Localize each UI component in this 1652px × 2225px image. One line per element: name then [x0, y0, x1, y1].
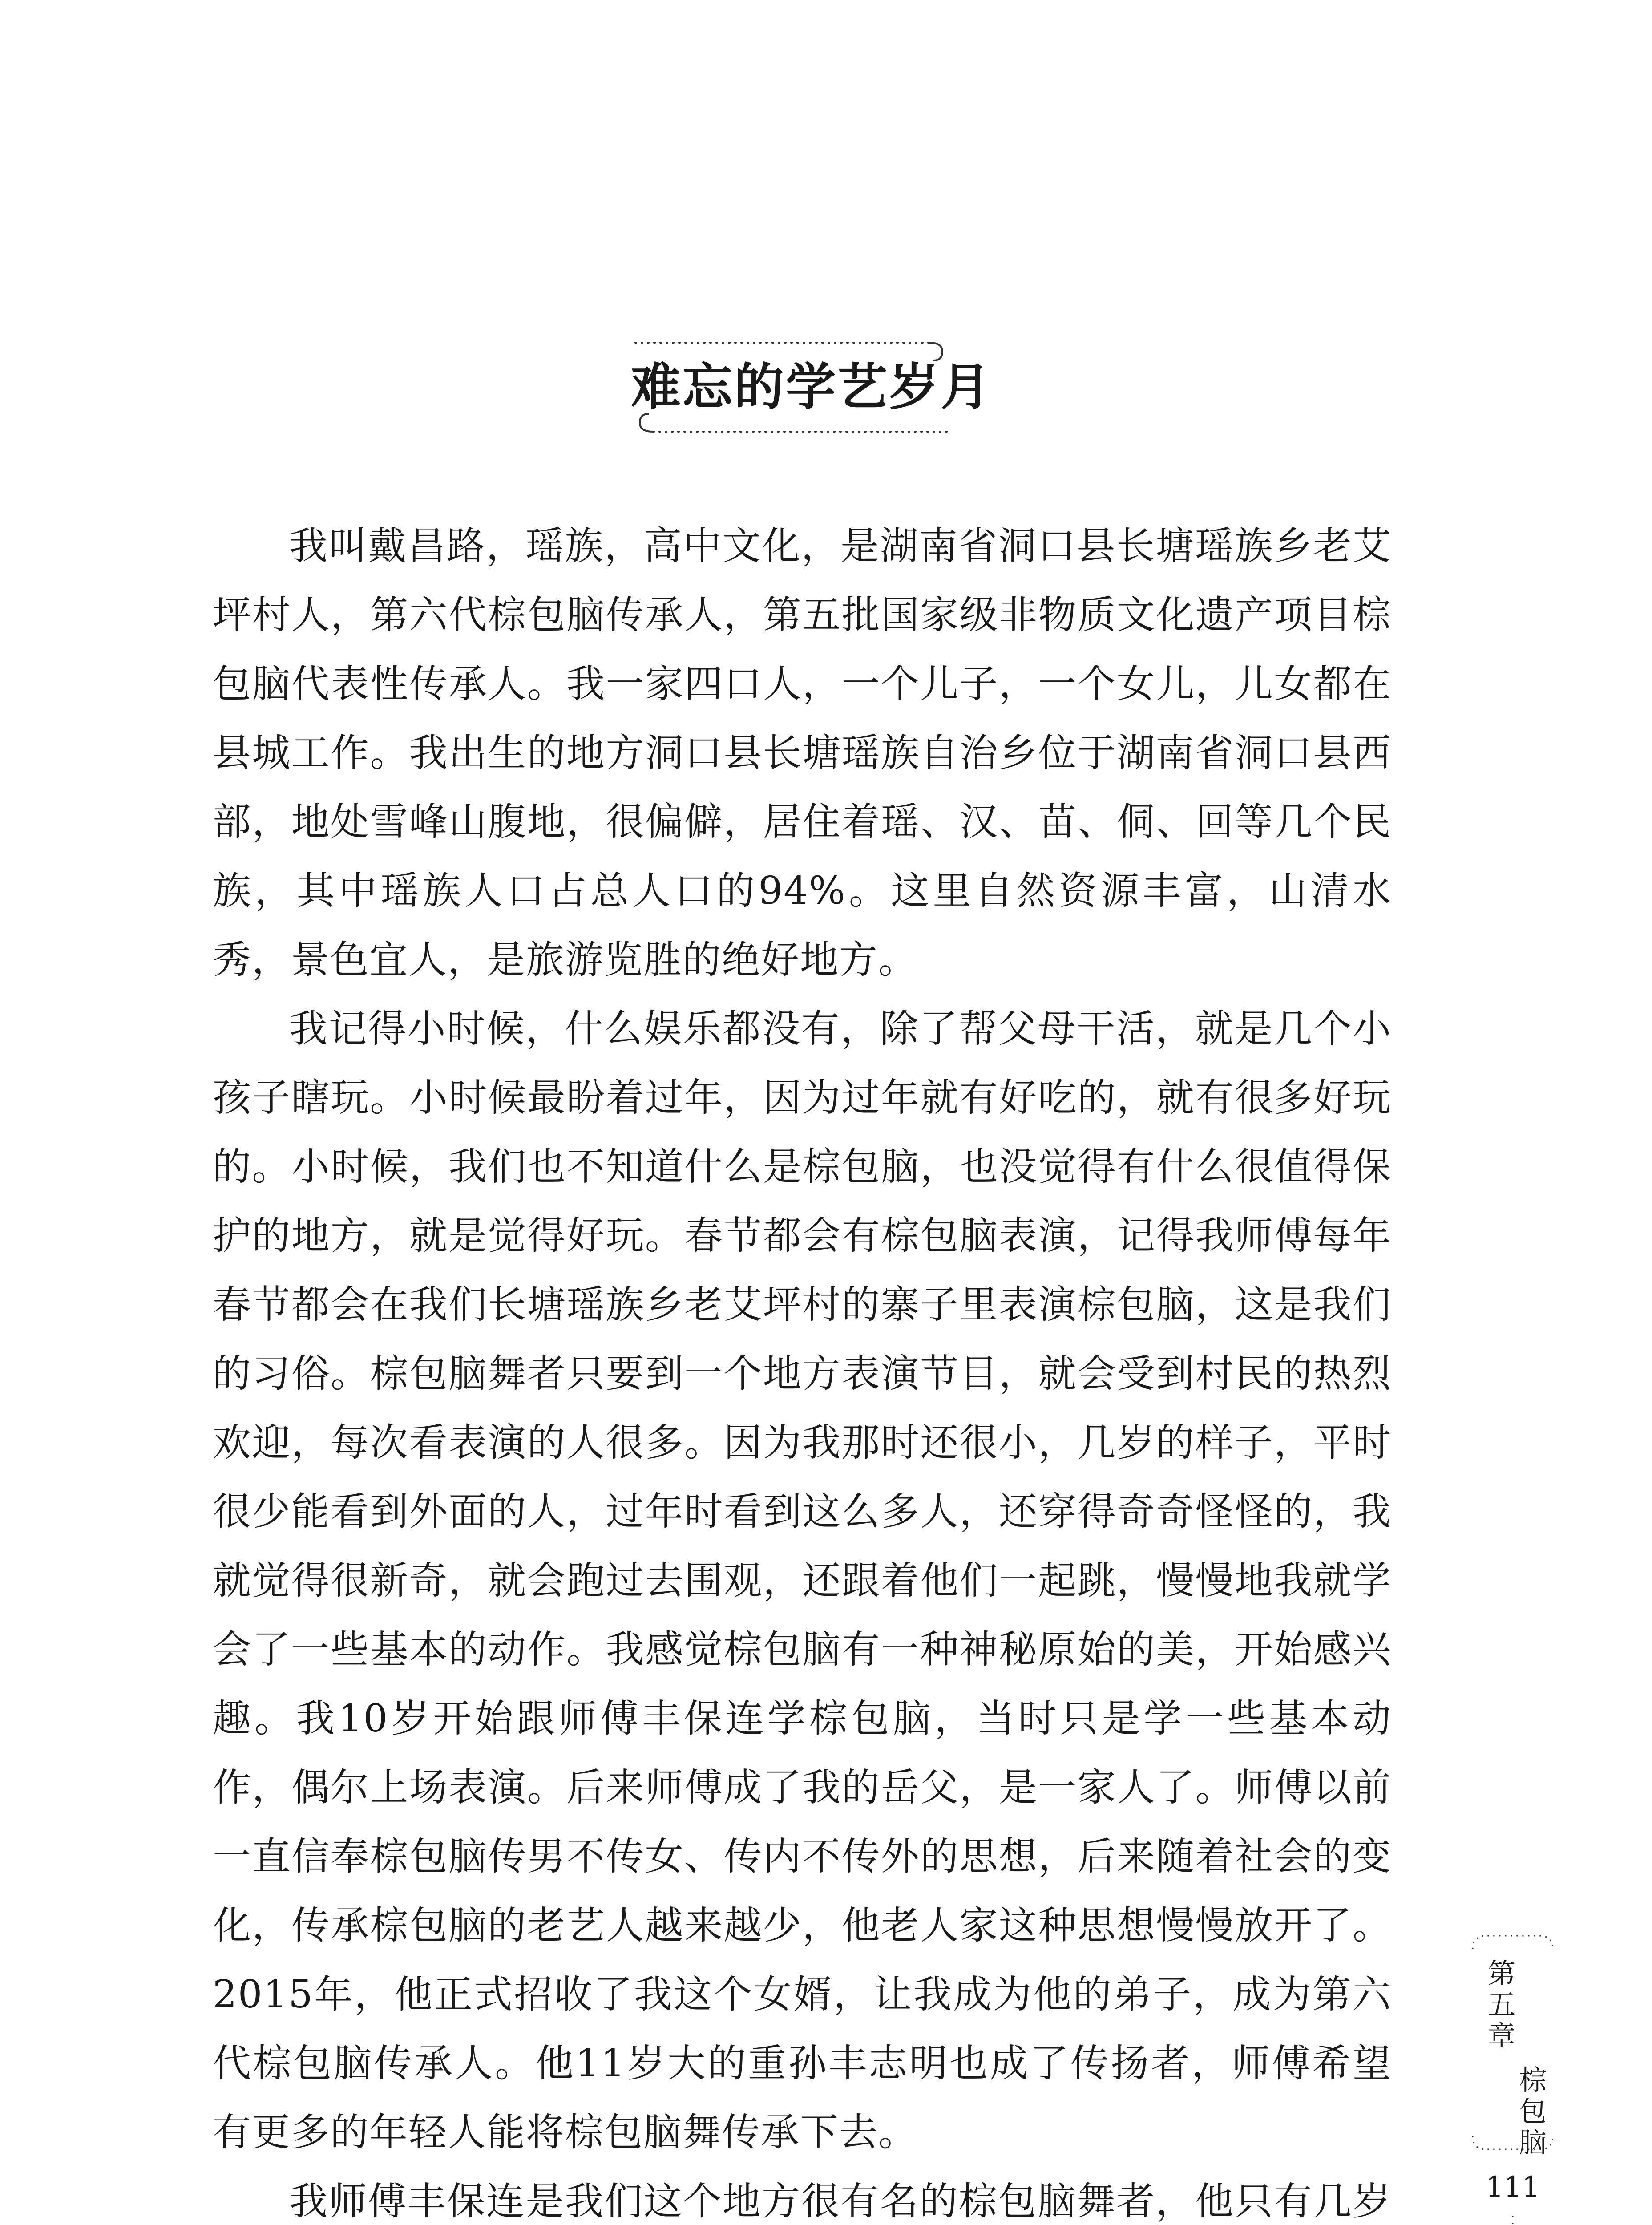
page-title: 难忘的学艺岁月: [631, 358, 992, 416]
page-number: 111: [1485, 2171, 1540, 2204]
chapter-side-tab: [1468, 1931, 1557, 2225]
chapter-number: 第五章: [1487, 1957, 1515, 2052]
chapter-name: 棕包脑: [1519, 2064, 1547, 2159]
paragraph: 我叫戴昌路，瑶族，高中文化，是湖南省洞口县长塘瑶族乡老艾坪村人，第六代棕包脑传承人，第五批国家级非物质文化遗产项目棕包脑代表性传承人。我一家四口人，一个儿子，一个女儿，儿女都在县城工作。我出生的地方洞口县长塘瑶族自治乡位于湖南省洞口县西部，地处雪峰山腹地，很偏僻，居住着瑶、汉、苗、侗、回等几个民族，其中瑶族人口占总人口的94%。这里自然资源丰富，山清水秀，景色宜人，是旅游览胜的绝好地方。: [213, 524, 1392, 982]
title-frame: [631, 329, 992, 441]
paragraph: 我记得小时候，什么娱乐都没有，除了帮父母干活，就是几个小孩子瞎玩。小时候最盼着过年，因为过年就有好吃的，就有很多好玩的。小时候，我们也不知道什么是棕包脑，也没觉得有什么很值得保护的地方，就是觉得好玩。春节都会有棕包脑表演，记得我师傅每年春节都会在我们长塘瑶族乡老艾坪村的寨子里表演棕包脑，这是我们的习俗。棕包脑舞者只要到一个地方表演节目，就会受到村民的热烈欢迎，每次看表演的人很多。因为我那时还很小，几岁的样子，平时很少能看到外面的人，过年时看到这么多人，还穿得奇奇怪怪的，我就觉得很新奇，就会跑过去围观，还跟着他们一起跳，慢慢地我就学会了一些基本的动作。我感觉棕包脑有一种神秘原始的美，开始感兴趣。我10岁开始跟师傅丰保连学棕包脑，当时只是学一些基本动作，偶尔上场表演。后来师傅成了我的岳父，是一家人了。师傅以前一直信奉棕包脑传男不传女、传内不传外的思想，后来随着社会的变化，传承棕包脑的老艺人越来越少，他老人家这种思想慢慢放开了。2015年，他正式招收了我这个女婿，让我成为他的弟子，成为第六代棕包脑传承人。他11岁大的重孙丰志明也成了传扬者，师傅希望有更多的年轻人能将棕包脑舞传承下去。: [213, 1007, 1392, 2155]
body-text: [213, 512, 1392, 2225]
paragraph: 我师傅丰保连是我们这个地方很有名的棕包脑舞者，他只有几岁: [289, 2179, 1392, 2224]
